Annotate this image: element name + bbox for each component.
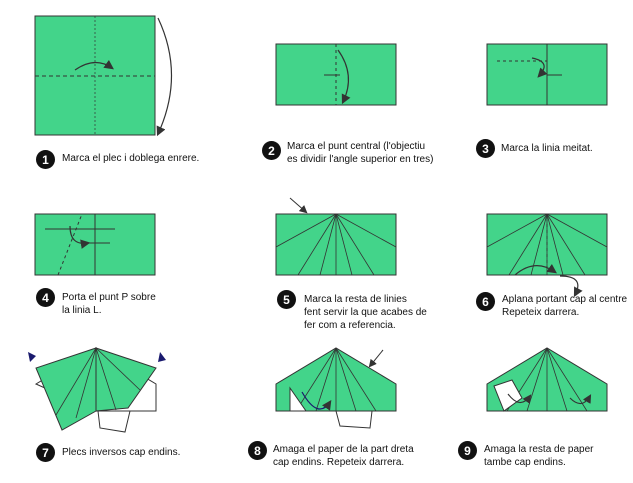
- step-2-figure: [276, 44, 396, 105]
- caption-line: fent servir la que acabes de: [304, 307, 427, 318]
- caption-line: Marca el punt central (l'objectiu: [287, 141, 426, 152]
- caption-line: Marca la linia meitat.: [501, 143, 593, 154]
- caption-line: es dividir l'angle superior en tres): [287, 154, 434, 165]
- step-caption: [501, 142, 593, 155]
- step-caption: [304, 293, 427, 332]
- step-number-badge: 2: [262, 141, 281, 160]
- caption-line: Marca la resta de linies: [304, 294, 407, 305]
- step-number-badge: 7: [36, 443, 55, 462]
- step-caption: [62, 446, 180, 459]
- caption-line: Aplana portant cap al centre: [502, 294, 628, 305]
- caption-line: Amaga el paper de la part dreta: [273, 444, 414, 455]
- step-caption: [484, 443, 594, 469]
- caption-line: fer com a referencia.: [304, 320, 396, 331]
- caption-line: la linia L.: [62, 305, 102, 316]
- step-6-figure: [487, 214, 607, 295]
- step-caption: [287, 140, 433, 166]
- step-7-figure: [28, 348, 166, 432]
- step-3-figure: [487, 44, 607, 105]
- step-caption: [502, 293, 627, 319]
- step-number-badge: 4: [36, 288, 55, 307]
- caption-line: Plecs inversos cap endins.: [62, 447, 181, 458]
- step-number-badge: 5: [277, 290, 296, 309]
- step-number-badge: 1: [36, 150, 55, 169]
- step-4-figure: [35, 214, 155, 275]
- step-9-figure: [487, 348, 607, 411]
- caption-line: Marca el plec i doblega enrere.: [62, 153, 200, 164]
- caption-line: Porta el punt P sobre: [62, 292, 156, 303]
- step-1-figure: [35, 16, 172, 135]
- caption-line: Repeteix darrera.: [502, 307, 580, 318]
- step-number-badge: 8: [248, 441, 267, 460]
- step-caption: [62, 291, 156, 317]
- caption-line: cap endins. Repeteix darrera.: [273, 457, 405, 468]
- caption-line: Amaga la resta de paper: [484, 444, 594, 455]
- step-caption: [273, 443, 414, 469]
- step-caption: [62, 152, 199, 165]
- step-number-badge: 9: [458, 441, 477, 460]
- step-number-badge: 6: [476, 292, 495, 311]
- step-5-figure: [276, 198, 396, 275]
- step-8-figure: [276, 348, 396, 428]
- step-number-badge: 3: [476, 139, 495, 158]
- caption-line: tambe cap endins.: [484, 457, 566, 468]
